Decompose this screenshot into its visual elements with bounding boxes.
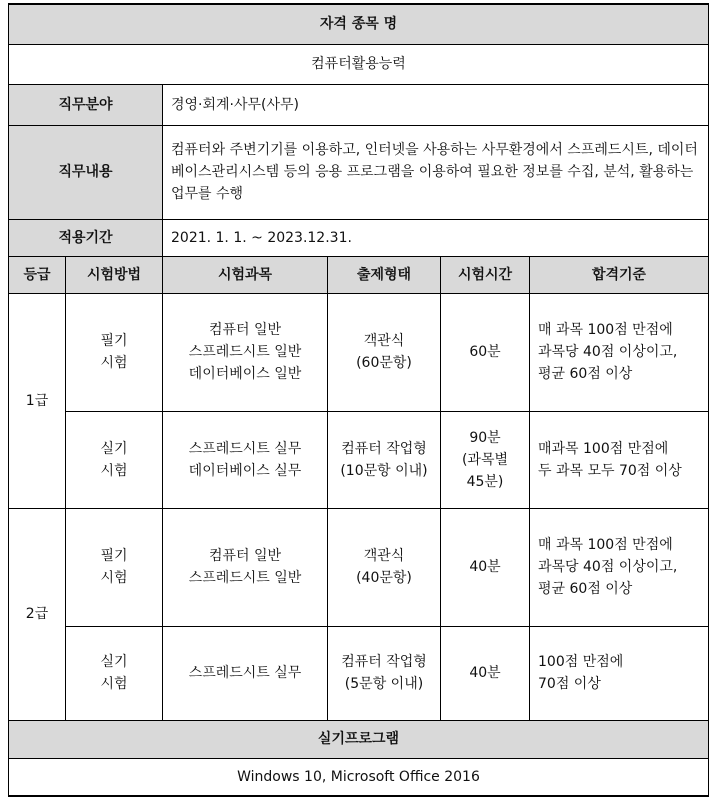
duties-label: 직무내용: [9, 125, 163, 219]
subjects-cell: 컴퓨터 일반 스프레드시트 일반 데이터베이스 일반: [163, 293, 328, 411]
header-method: 시험방법: [66, 256, 163, 293]
header-subjects: 시험과목: [163, 256, 328, 293]
subjects-cell: 컴퓨터 일반 스프레드시트 일반: [163, 508, 328, 626]
criteria-cell: 매 과목 100점 만점에 과목당 40점 이상이고, 평균 60점 이상: [530, 508, 709, 626]
format-cell: 객관식 (60문항): [328, 293, 441, 411]
period-value: 2021. 1. 1. ~ 2023.12.31.: [163, 219, 709, 256]
qualification-name: 컴퓨터활용능력: [9, 44, 709, 84]
field-label: 직무분야: [9, 84, 163, 125]
method-cell: 필기 시험: [66, 293, 163, 411]
format-cell: 컴퓨터 작업형 (5문항 이내): [328, 626, 441, 720]
grade-cell: 2급: [9, 508, 66, 720]
time-cell: 40분: [441, 508, 530, 626]
program-value: Windows 10, Microsoft Office 2016: [9, 758, 709, 796]
time-cell: 40분: [441, 626, 530, 720]
program-label: 실기프로그램: [9, 720, 709, 758]
method-cell: 실기 시험: [66, 411, 163, 508]
table-row: [9, 508, 709, 626]
format-cell: 컴퓨터 작업형 (10문항 이내): [328, 411, 441, 508]
header-time: 시험시간: [441, 256, 530, 293]
header-criteria: 합격기준: [530, 256, 709, 293]
criteria-cell: 매 과목 100점 만점에 과목당 40점 이상이고, 평균 60점 이상: [530, 293, 709, 411]
criteria-cell: 매과목 100점 만점에 두 과목 모두 70점 이상: [530, 411, 709, 508]
grade-cell: 1급: [9, 293, 66, 508]
criteria-cell: 100점 만점에 70점 이상: [530, 626, 709, 720]
table-row: [9, 411, 709, 508]
time-cell: 60분: [441, 293, 530, 411]
table-row: [9, 293, 709, 411]
qualification-table: [8, 3, 709, 797]
header-grade: 등급: [9, 256, 66, 293]
subjects-cell: 스프레드시트 실무: [163, 626, 328, 720]
field-value: 경영·회계·사무(사무): [163, 84, 709, 125]
table-row: [9, 626, 709, 720]
time-cell: 90분 (과목별 45분): [441, 411, 530, 508]
method-cell: 실기 시험: [66, 626, 163, 720]
method-cell: 필기 시험: [66, 508, 163, 626]
period-label: 적용기간: [9, 219, 163, 256]
header-format: 출제형태: [328, 256, 441, 293]
title-header: 자격 종목 명: [9, 4, 709, 44]
duties-value: 컴퓨터와 주변기기를 이용하고, 인터넷을 사용하는 사무환경에서 스프레드시트, 데이터베이스관리시스템 등의 응용 프로그램을 이용하여 필요한 정보를 수집, 분석, 활용하는 업무를 수행: [163, 125, 709, 219]
subjects-cell: 스프레드시트 실무 데이터베이스 실무: [163, 411, 328, 508]
format-cell: 객관식 (40문항): [328, 508, 441, 626]
